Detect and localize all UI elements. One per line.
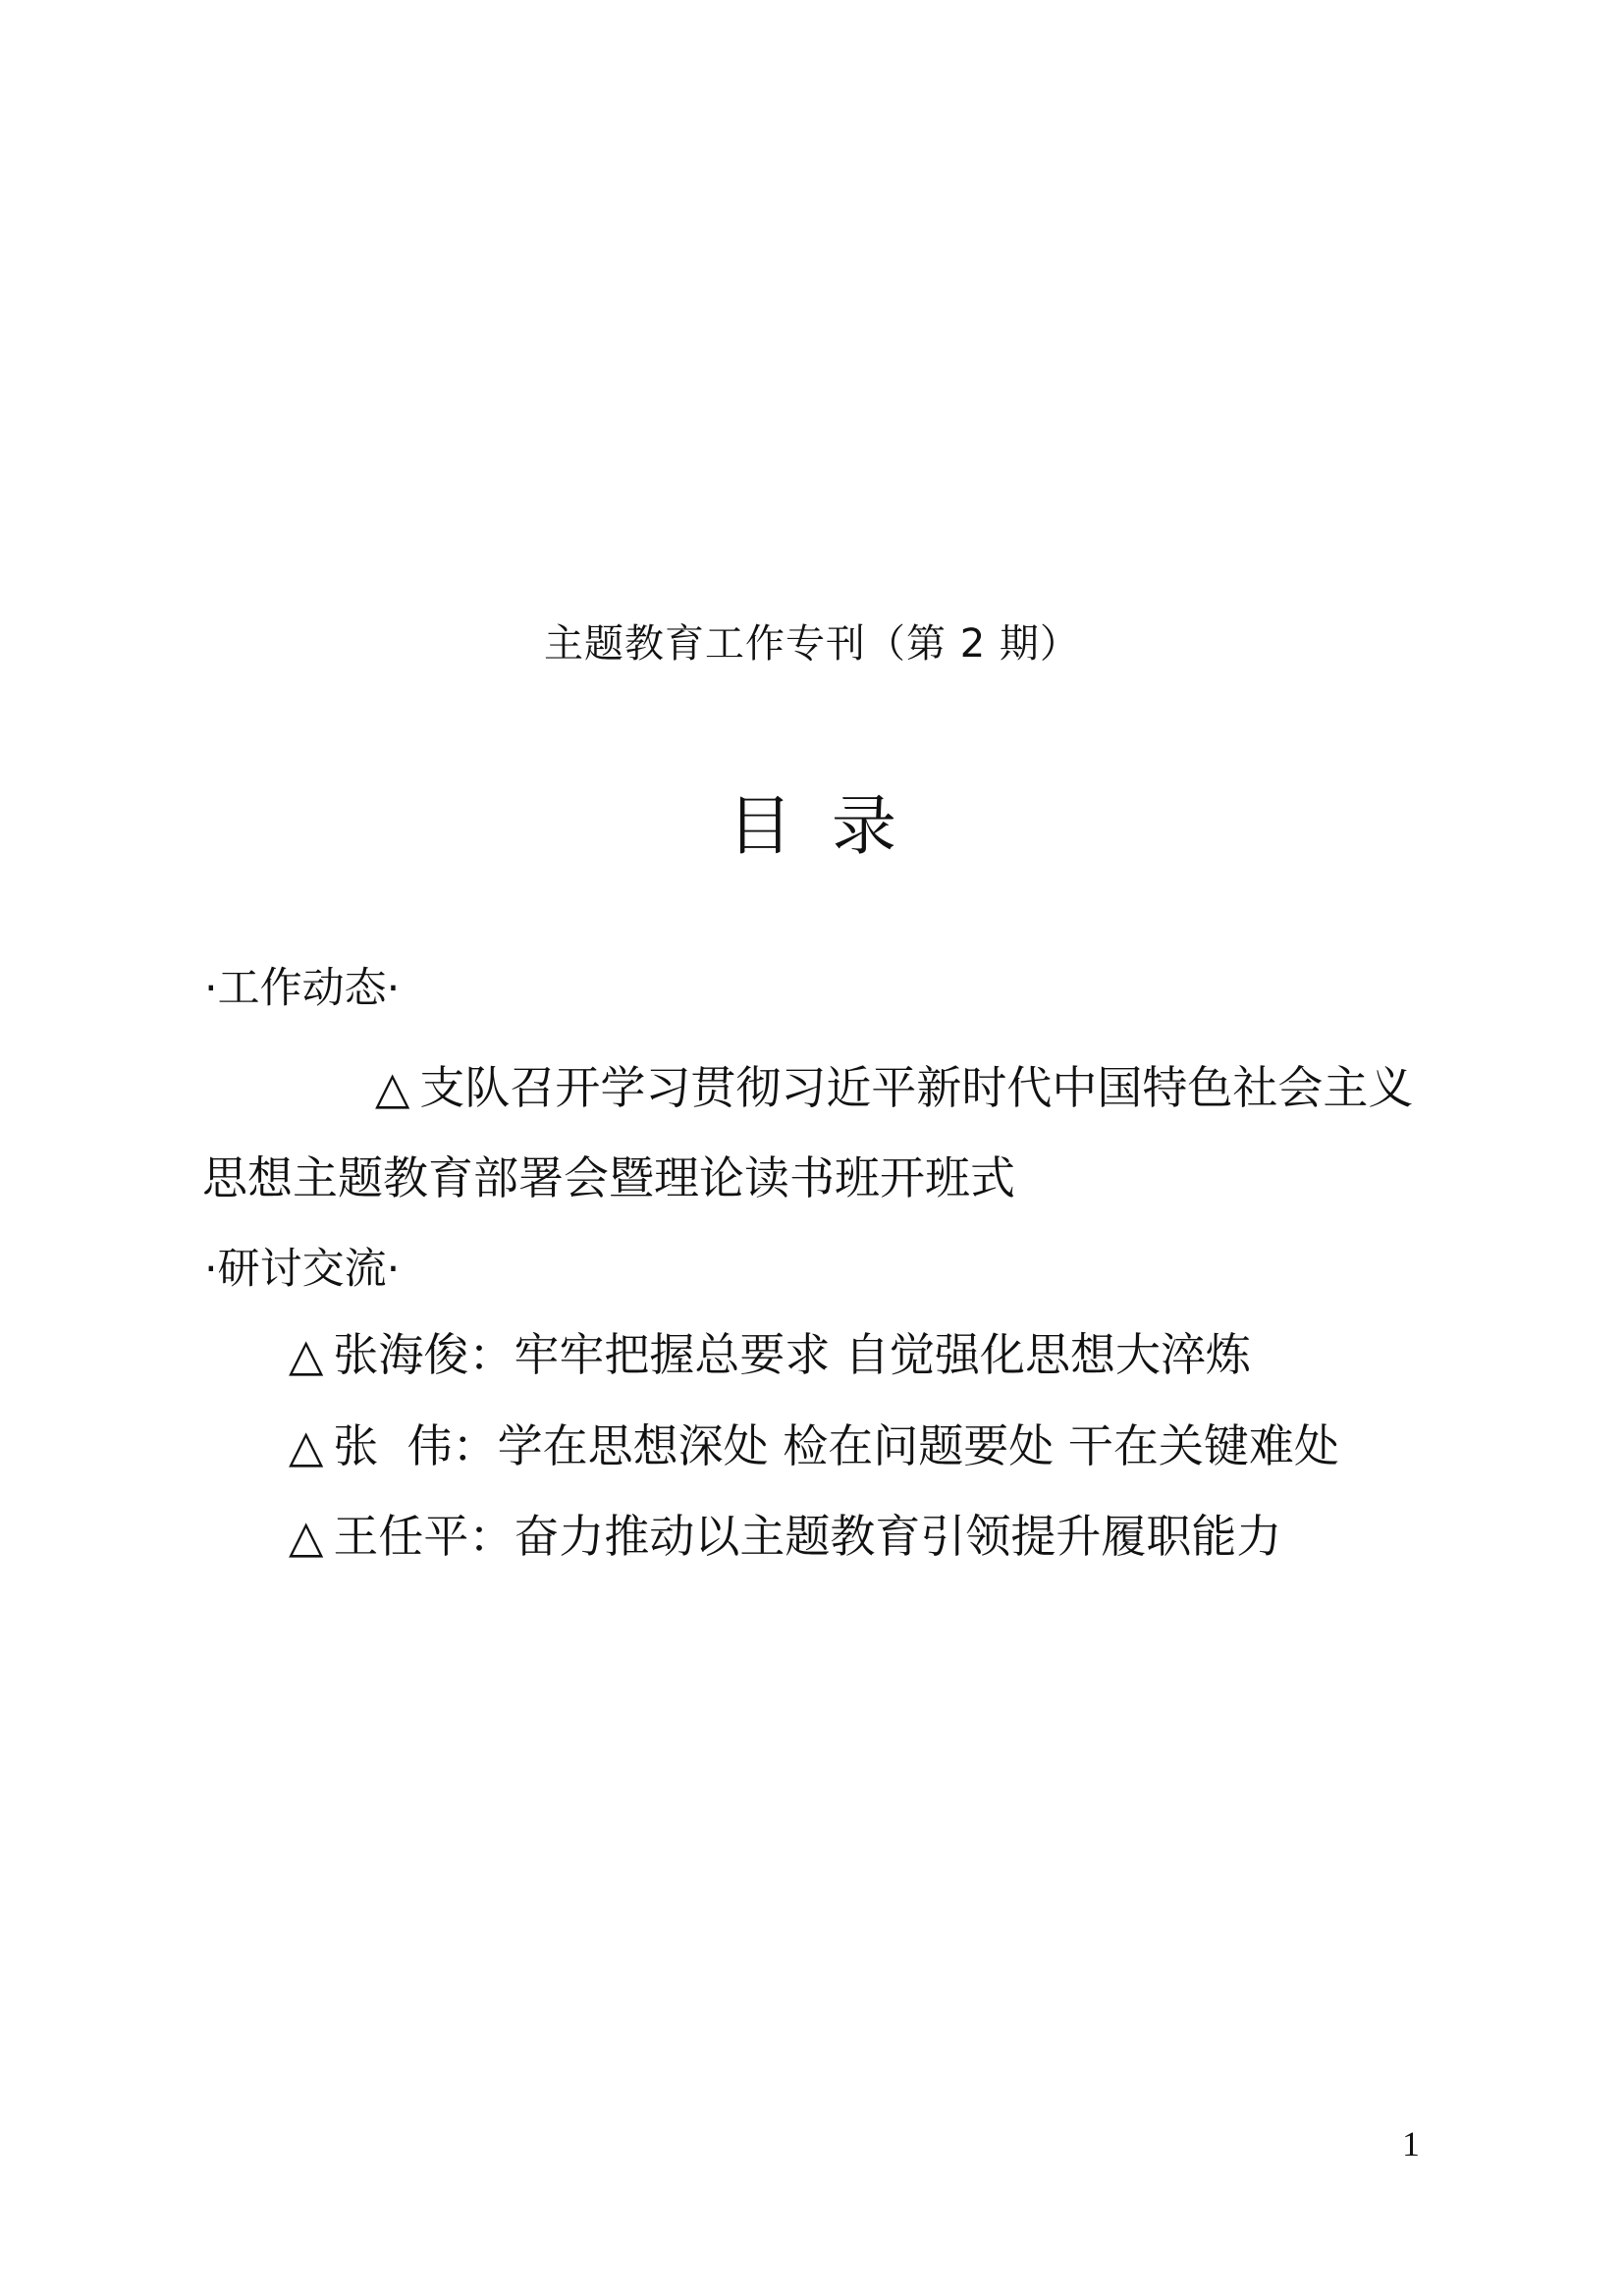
triangle-marker-icon: △ — [375, 1061, 410, 1114]
triangle-marker-icon: △ — [289, 1328, 324, 1381]
toc-entry-discussion-3[interactable] — [289, 1492, 1281, 1580]
publication-title: 主题教育工作专刊（第 2 期） — [544, 621, 1080, 667]
toc-entry-author: 王任平： — [333, 1510, 514, 1563]
toc-entry-discussion-2[interactable] — [289, 1402, 1339, 1490]
table-of-contents-heading: 目录 — [728, 788, 936, 864]
toc-entry-title: 学在思想深处 检在问题要处 干在关键难处 — [497, 1419, 1339, 1472]
toc-entry-title: 奋力推动以主题教育引领提升履职能力 — [514, 1510, 1282, 1563]
triangle-marker-icon: △ — [289, 1510, 324, 1563]
toc-entry-discussion-1[interactable] — [289, 1310, 1251, 1399]
page-number: 1 — [1402, 2124, 1420, 2163]
toc-entry-author: 张 伟： — [333, 1419, 498, 1472]
triangle-marker-icon: △ — [289, 1419, 324, 1472]
toc-entry-author: 张海俊： — [333, 1328, 514, 1381]
toc-entry-title: 支队召开学习贯彻习近平新时代中国特色社会主义思想主题教育部署会暨理论读书班开班式 — [202, 1061, 1414, 1204]
section-label-work-news: ·工作动态· — [204, 964, 401, 1013]
section-label-discussion: ·研讨交流· — [204, 1245, 401, 1294]
toc-entry-work-news-1[interactable] — [202, 1042, 1430, 1223]
toc-entry-title: 牢牢把握总要求 自觉强化思想大淬炼 — [514, 1328, 1252, 1381]
